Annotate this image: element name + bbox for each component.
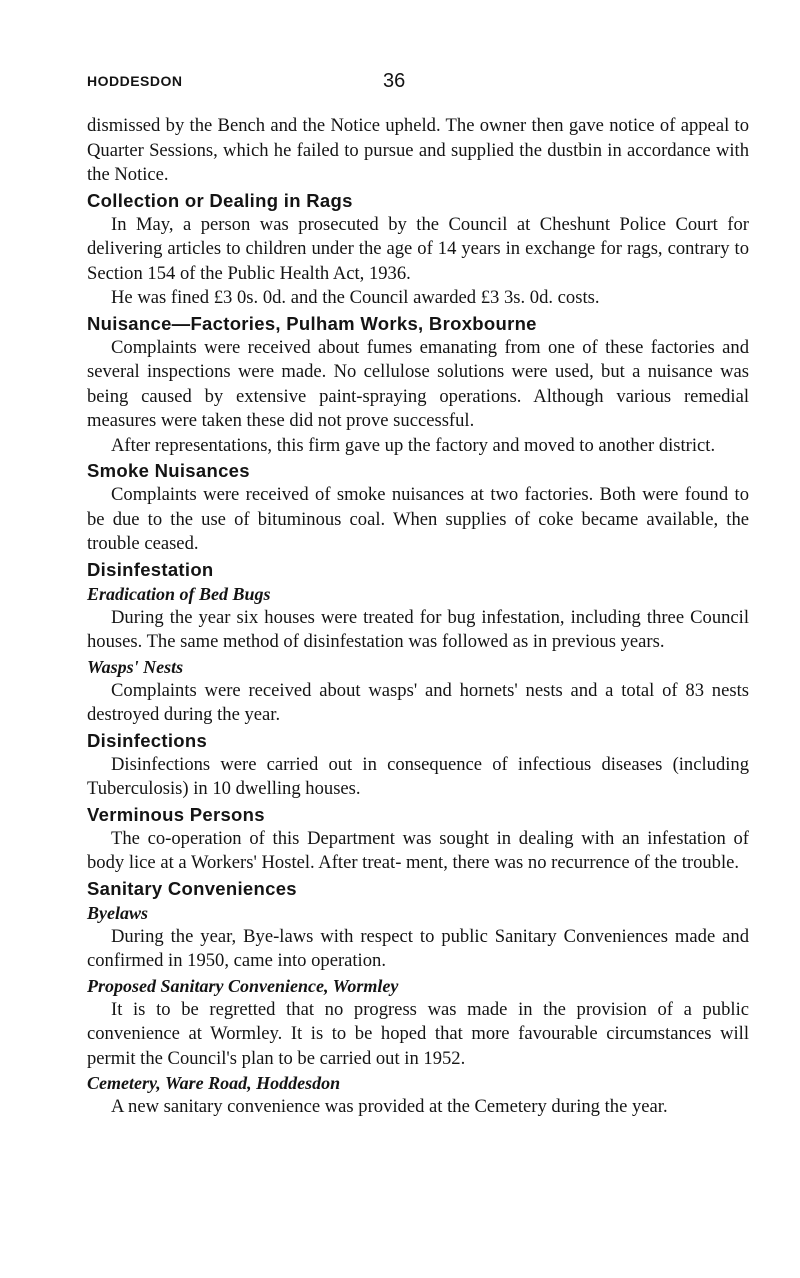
paragraph: During the year, Bye-laws with respect to public Sanitary Conveniences made and confirmed in 1950, came into operation. xyxy=(87,925,749,971)
paragraph: It is to be regretted that no progress was made in the provision of a public convenience at Wormley. It is to be hoped that more favourable circumstances will permit the Council's plan to be carried out in 1952. xyxy=(87,998,749,1069)
continuation-paragraph: dismissed by the Bench and the Notice upheld. The owner then gave notice of appeal to Quarter Sessions, which he failed to pursue and supplied the dustbin in accordance with the Notice. xyxy=(87,115,749,185)
paragraph: Complaints were received about wasps' and hornets' nests and a total of 83 nests destroyed during the year. xyxy=(87,679,749,725)
paragraph: During the year six houses were treated for bug infestation, including three Council houses. The same method of disinfestation was followed as in previous years. xyxy=(87,606,749,652)
heading-verminous: Verminous Persons xyxy=(87,803,265,825)
page-number: 36 xyxy=(383,70,406,92)
paragraph: A new sanitary convenience was provided at the Cemetery during the year. xyxy=(111,1096,668,1117)
body-text xyxy=(87,114,749,1120)
subheading-wasps-nests: Wasps' Nests xyxy=(87,656,184,677)
header-title: HODDESDON xyxy=(87,73,183,89)
paragraph: Complaints were received about fumes emanating from one of these factories and several inspections were made. No cellulose solutions were used, but a nuisance was being caused by extensive paint-spraying operations. Although various remedial measures were taken these did not prove successful. xyxy=(87,336,749,431)
subheading-wormley: Proposed Sanitary Convenience, Wormley xyxy=(87,975,399,996)
subheading-byelaws: Byelaws xyxy=(87,902,148,923)
subheading-bed-bugs: Eradication of Bed Bugs xyxy=(87,583,271,604)
paragraph: In May, a person was prosecuted by the Council at Cheshunt Police Court for delivering articles to children under the age of 14 years in exchange for rags, contrary to Section 154 of the Public Health Act, 1936. xyxy=(87,213,749,284)
paragraph: After representations, this firm gave up the factory and moved to another district. xyxy=(111,434,716,456)
heading-factories: Nuisance—Factories, Pulham Works, Broxbourne xyxy=(87,312,537,334)
heading-disinfections: Disinfections xyxy=(87,729,208,751)
paragraph: He was fined £3 0s. 0d. and the Council awarded £3 3s. 0d. costs. xyxy=(111,287,600,308)
heading-smoke: Smoke Nuisances xyxy=(87,460,250,481)
paragraph: The co-operation of this Department was sought in dealing with an infestation of body lice at a Workers' Hostel. After treat- ment, there was no recurrence of the trouble. xyxy=(87,827,749,873)
paragraph: Complaints were received of smoke nuisances at two factories. Both were found to be due to the use of bituminous coal. When supplies of coke became available, the trouble ceased. xyxy=(87,484,749,554)
paragraph: Disinfections were carried out in consequence of infectious diseases (including Tuberculosis) in 10 dwelling houses. xyxy=(87,753,749,799)
heading-disinfestation: Disinfestation xyxy=(87,558,214,580)
running-header xyxy=(87,70,747,97)
subheading-cemetery: Cemetery, Ware Road, Hoddesdon xyxy=(87,1073,341,1093)
heading-sanitary: Sanitary Conveniences xyxy=(87,877,297,899)
heading-rags: Collection or Dealing in Rags xyxy=(87,189,353,211)
